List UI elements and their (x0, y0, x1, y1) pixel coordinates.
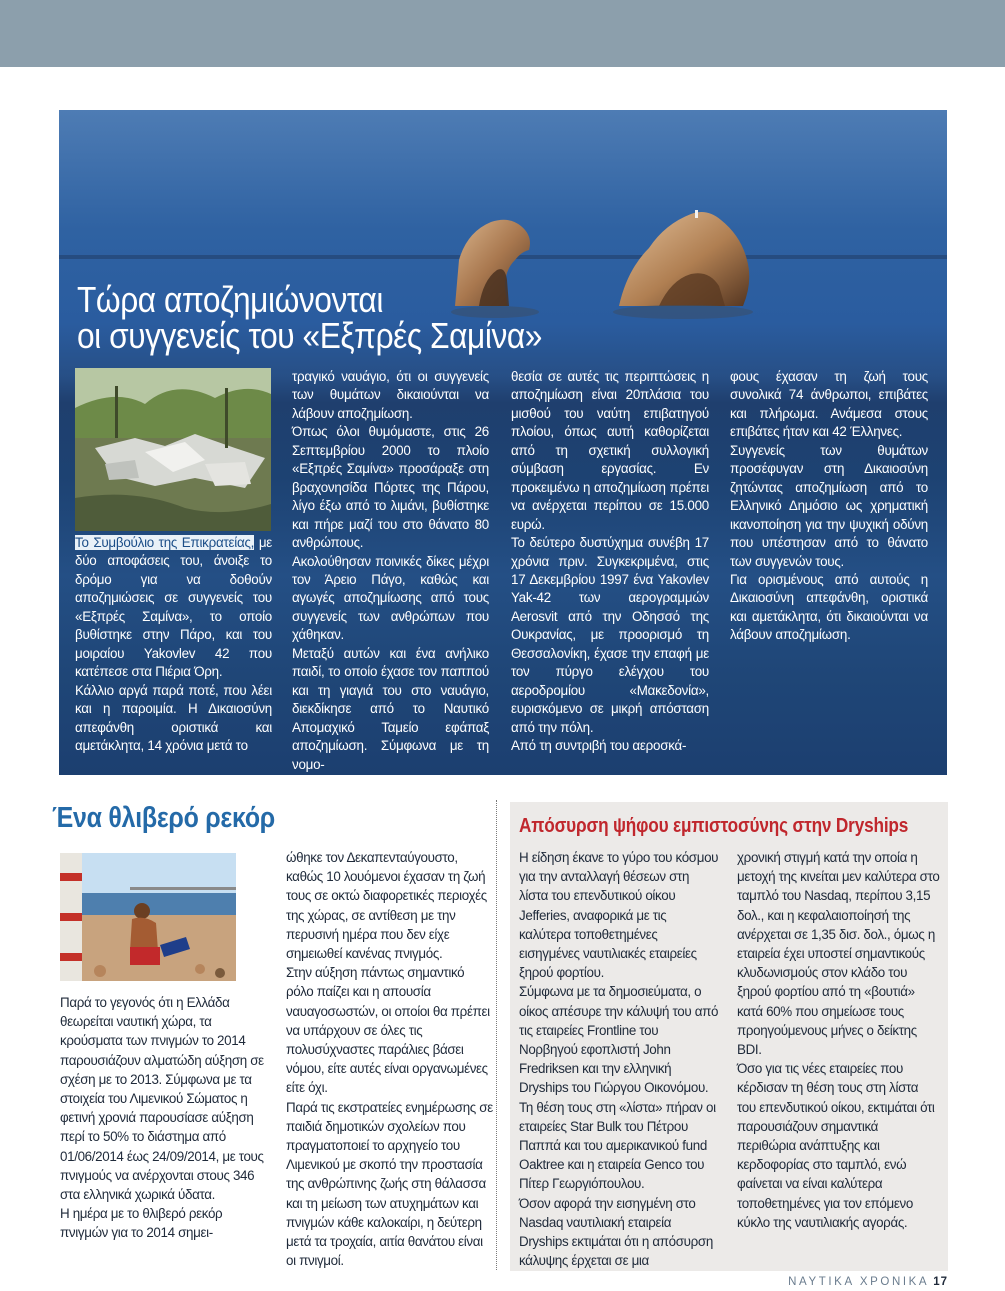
main-col1-paragraph-1 (75, 534, 272, 682)
main-article-title (77, 279, 542, 356)
lifeguard-photo (60, 853, 236, 981)
dryships-col2-paragraph-2: Όσο για τις νέες εταιρείες που κέρδισαν τη θέση τους στη λίστα του επενδυτικού οίκου, εκτιμάται ότι παρουσιάζουν σημαντικά περιθώρια ανάπτυξης και κερδοφορίας στο ταμπλό, ενώ φαίνεται να είναι καλύτερα τοποθετημένες για τον επόμενο κύκλο της ναυτιλιακής αγοράς. (737, 1061, 935, 1230)
main-col3-paragraph-1: θεσία σε αυτές τις περιπτώσεις η αποζημίωση είναι 20πλάσια του μισθού του ναύτη επιβατηγού πλοίου, όπως αυτή καθορίζεται από τη σχετική συλλογική σύμβαση εργασίας. Εν προκειμένω η αποζημίωση πρέπει να ανέρχεται περίπου σε 15.000 ευρώ. (511, 369, 709, 532)
record-article-title: Ένα θλιβερό ρεκόρ (52, 802, 275, 834)
main-article-column-3 (511, 368, 709, 756)
main-title-line-1: Τώρα αποζημιώνονται (77, 279, 383, 320)
dryships-col1-paragraph-3: Τη θέση τους στη «λίστα» πήραν οι εταιρείες Star Bulk του Πέτρου Παππά και του αμερικανικού fund Oaktree και η εταιρεία Genco του Πίτερ Γεωργιόπουλου. (519, 1099, 716, 1192)
top-color-bar (0, 0, 1005, 67)
column-divider (496, 800, 497, 1270)
record-col2-paragraph-3: Παρά τις εκστρατείες ενημέρωσης σε παιδιά δημοτικών σχολείων που πραγματοποιεί το αρχηγείο του Λιμενικού με σκοπό την προστασία της ανθρώπινης ζωής στη θάλασσα και τη μείωση των ατυχημάτων και πνιγμών κάθε καλοκαίρι, η δεύτερη μετά τα τροχαία, αιτία θανάτου είναι οι πνιγμοί. (286, 1099, 493, 1269)
record-col1-paragraph-2: Η ημέρα με το θλιβερό ρεκόρ πνιγμών για το 2014 σημει- (60, 1206, 223, 1241)
dryships-col1-paragraph-2: Σύμφωνα με τα δημοσιεύματα, ο οίκος απέσυρε την κάλυψή του από τις εταιρείες Frontline του Νορβηγού εφοπλιστή John Fredriksen και την ελληνική Dryships του Γιώργου Οικονόμου. (519, 984, 719, 1096)
main-article-column-1 (75, 534, 272, 755)
main-col1-paragraph-2: Κάλλιο αργά παρά ποτέ, που λέει και η παροιμία. Η Δικαιοσύνη απεφάνθη οριστικά και αμετάκλητα, 14 χρόνια μετά το (75, 682, 272, 753)
dryships-col1-paragraph-1: Η είδηση έκανε το γύρο του κόσμου για την ανταλλαγή θέσεων στη λίστα του επενδυτικού οίκου Jefferies, αναφορικά με τις καλύτερα τοποθετημένες εισηγμένες ναυτιλιακές εταιρείες ξηρού φορτίου. (519, 850, 719, 981)
magazine-name: ΝΑΥΤΙΚΑ ΧΡΟΝΙΚΑ (788, 1276, 930, 1288)
page-number: 17 (933, 1276, 948, 1288)
main-col3-paragraph-2: Το δεύτερο δυστύχημα συνέβη 17 χρόνια πριν. Συγκεκριμένα, στις 17 Δεκεμβρίου 1997 ένα Yakovlev Yak-42 των αερογραμμών Aerosvit από την Οδησσό της Ουκρανίας, με προορισμό τη Θεσσαλονίκη, έχασε την επαφή με τον πύργο ελέγχου του αεροδρομίου «Μακεδονία», ευρισκόμενο σε μικρή απόσταση από την πόλη. (511, 535, 709, 735)
main-col2-paragraph-4: Μεταξύ αυτών και ένα ανήλικο παιδί, το οποίο έχασε τον παππού και τη γιαγιά του στο ναυάγιο, διεκδίκησε από το Ναυτικό Απομαχικό Ταμείο εφάπαξ αποζημίωση. Σύμφωνα με τη νομο- (292, 645, 489, 772)
dryships-col1-paragraph-4: Όσον αφορά την εισηγμένη στο Nasdaq ναυτιλιακή εταιρεία Dryships εκτιμάται ότι η απόσυρση κάλυψης έρχεται σε μια (519, 1195, 713, 1269)
main-article-column-4 (730, 368, 928, 645)
record-col2-paragraph-1: ώθηκε τον Δεκαπενταύγουστο, καθώς 10 λουόμενοι έχασαν τη ζωή τους σε οκτώ διαφορετικές περιοχές της χώρας, σε αντίθεση με την περυσινή ημέρα που δεν είχε σημειωθεί κανένας πνιγμός. (286, 850, 487, 962)
main-col2-paragraph-1: τραγικό ναυάγιο, ότι οι συγγενείς των θυμάτων δικαιούνται να λάβουν αποζημίωση. (292, 369, 489, 421)
wreckage-photo (75, 368, 271, 531)
record-col1-paragraph-1: Παρά το γεγονός ότι η Ελλάδα θεωρείται ναυτική χώρα, τα κρούσματα των πνιγμών το 2014 παρουσιάζουν αλματώδη αύξηση σε σχέση με το 2013. Σύμφωνα με τα στοιχεία του Λιμενικού Σώματος η φετινή χρονιά παρουσίασε αύξηση περί το 50% το διάστημα από 01/06/2014 έως 24/09/2014, με τους πνιγμούς να ανέρχονται στους 346 στα ελληνικά χωρικά ύδατα. (60, 995, 264, 1203)
main-col4-paragraph-1: φους έχασαν τη ζωή τους συνολικά 74 άνθρωποι, επιβάτες και πλήρωμα. Ανάμεσα στους επιβάτες ήταν και 42 Έλληνες. (730, 369, 928, 440)
page-footer (788, 1276, 948, 1288)
lead-highlight: Το Συμβούλιο της Επικρατείας, (75, 535, 255, 550)
main-article-column-2 (292, 368, 489, 774)
record-column-2 (286, 848, 494, 1270)
dryships-column-2 (737, 848, 940, 1232)
dryships-column-1 (519, 848, 719, 1270)
record-column-1 (60, 993, 266, 1243)
dryships-col2-paragraph-1: χρονική στιγμή κατά την οποία η μετοχή της κινείται μεν καλύτερα στο ταμπλό του Nasdaq, περίπου 3,15 δολ., και η κεφαλαιοποίησή της ανέρχεται σε 1,35 δισ. δολ., όμως η εταιρεία έχει υποστεί σημαντικούς κλυδωνισμούς στον κλάδο του ξηρού φορτίου από τη «βουτιά» κατά 60% που σημείωσε τους προηγούμενους μήνες ο δείκτης BDI. (737, 850, 940, 1058)
main-col4-paragraph-2: Συγγενείς των θυμάτων προσέφυγαν στη Δικαιοσύνη ζητώντας αποζημίωση από το Ελληνικό Δημόσιο ως χρηματική ικανοποίηση για την ψυχική οδύνη που υπέστησαν από το θάνατο των συγγενών τους. (730, 442, 928, 569)
main-title-line-2: οι συγγενείς του «Εξπρές Σαμίνα» (77, 315, 542, 356)
main-col2-paragraph-3: Ακολούθησαν ποινικές δίκες μέχρι τον Άρειο Πάγο, καθώς και αγωγές αποζημίωσης από τους συγγενείς των ανθρώπων που χάθηκαν. (292, 553, 489, 643)
record-col2-paragraph-2: Στην αύξηση πάντως σημαντικό ρόλο παίζει και η απουσία ναυαγοσωστών, οι οποίοι θα πρέπει να υπάρχουν σε όλες τις πολυσύχναστες παράλιες βάσει νόμου, είτε αυτές είναι οργανωμένες είτε όχι. (286, 965, 490, 1096)
main-article-hero (59, 110, 947, 775)
main-col1-text: με δύο αποφάσεις του, άνοιξε το δρόμο για να δοθούν αποζημιώσεις σε συγγενείς του «Εξπρές Σαμίνα», το οποίο βυθίστηκε στην Πάρο, και του μοιραίου Yakovlev 42 που κατέπεσε στα Πιέρια Όρη. (75, 535, 273, 680)
main-col4-paragraph-3: Για ορισμένους από αυτούς η Δικαιοσύνη απεφάνθη, οριστικά και αμετάκλητα, ότι δικαιούνται να λάβουν αποζημίωση. (730, 571, 928, 643)
main-col2-paragraph-2: Όπως όλοι θυμόμαστε, στις 26 Σεπτεμβρίου 2000 το πλοίο «Εξπρές Σαμίνα» προσάραξε στη βραχονησίδα Πόρτες της Πάρου, λίγο έξω από το λιμάνι, βυθίστηκε και πήρε μαζί του στο θάνατο 80 ανθρώπους. (292, 424, 489, 551)
dryships-article-title: Απόσυρση ψήφου εμπιστοσύνης στην Dryships (519, 815, 909, 837)
main-col3-paragraph-3: Από τη συντριβή του αεροσκά- (511, 738, 687, 754)
